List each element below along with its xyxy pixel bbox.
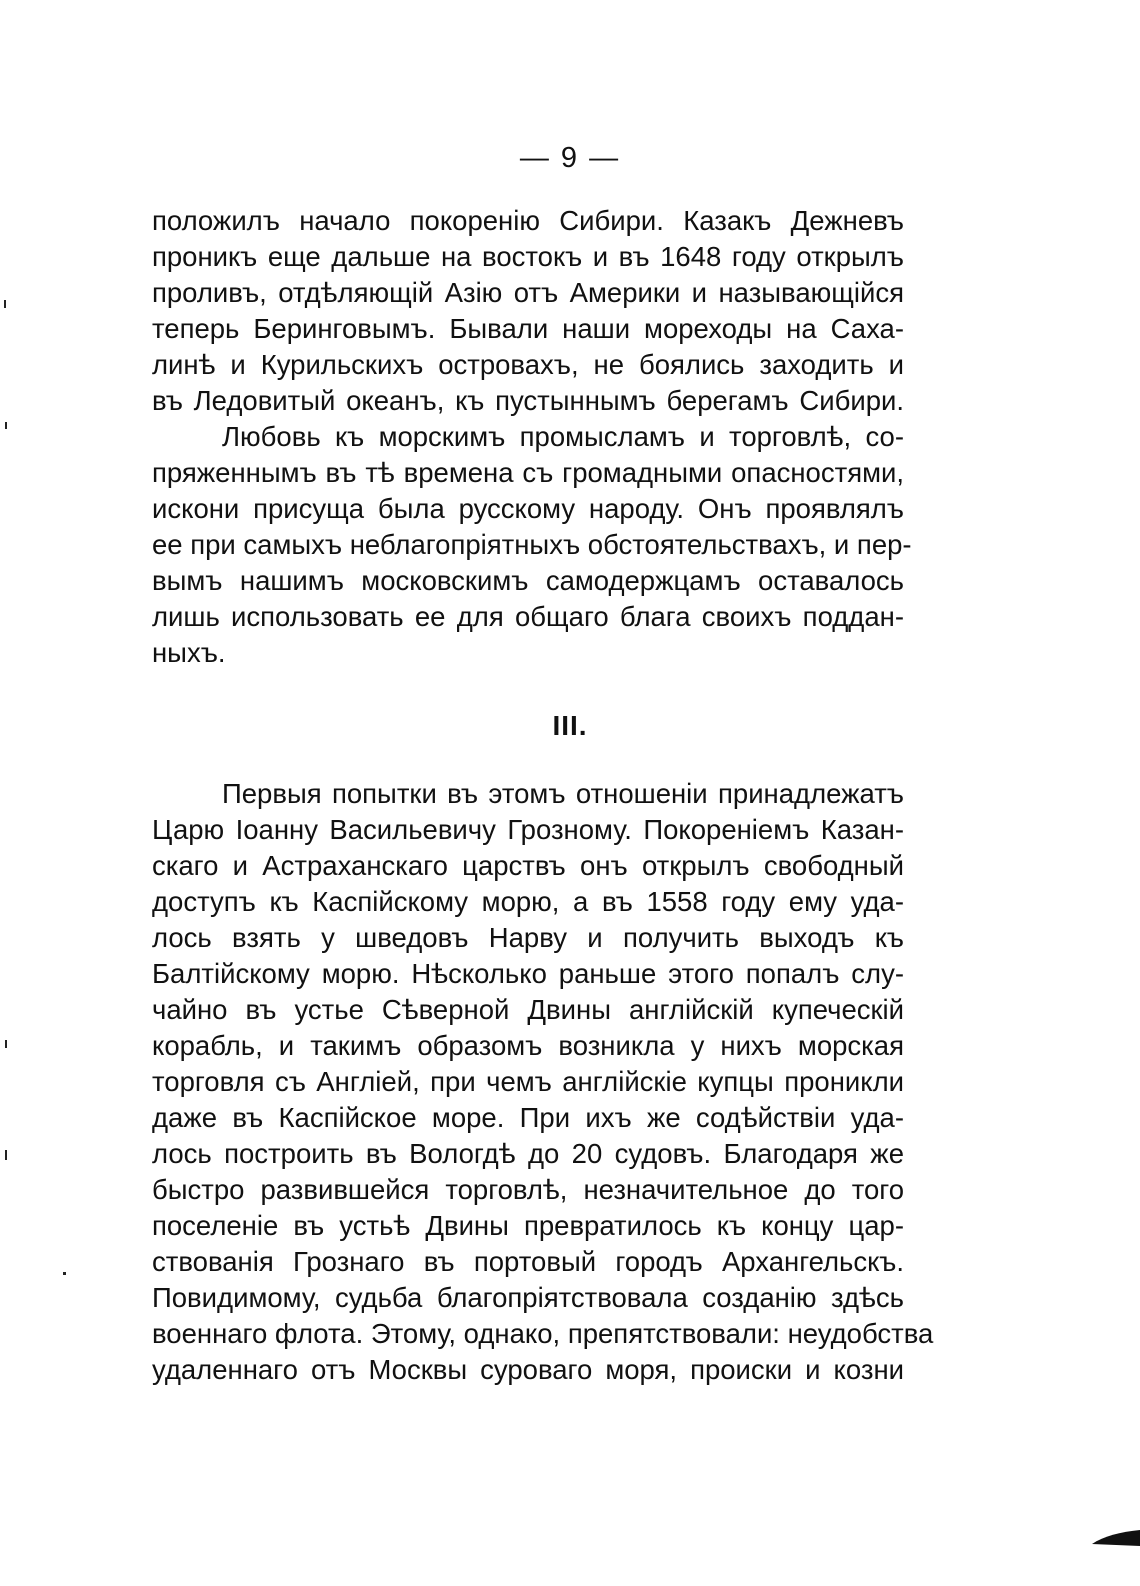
text-line: ныхъ. — [152, 637, 226, 668]
text-line: Любовь къ морскимъ промысламъ и торговлѣ, со- — [222, 421, 904, 452]
text-line: проникъ еще дальше на востокъ и въ 1648 году открылъ — [152, 241, 904, 272]
text-line: пряженнымъ въ тѣ времена съ громадными опасностями, — [152, 457, 904, 488]
text-line: лось построить въ Вологдѣ до 20 судовъ. Благодаря же — [152, 1138, 904, 1169]
text-line: даже въ Каспійское море. При ихъ же содѣйствіи уда- — [152, 1102, 904, 1133]
text-line: корабль, и такимъ образомъ возникла у нихъ морская — [152, 1030, 904, 1061]
text-line: поселеніе въ устьѣ Двины превратилось къ концу цар- — [152, 1210, 904, 1241]
text-line: военнаго флота. Этому, однако, препятствовали: неудобства — [152, 1318, 934, 1349]
text-line: проливъ, отдѣляющій Азію отъ Америки и называющійся — [152, 277, 904, 308]
scan-speck — [5, 1150, 7, 1160]
text-line: ее при самыхъ неблагопріятныхъ обстоятельствахъ, и пер- — [152, 529, 912, 560]
text-line: въ Ледовитый океанъ, къ пустыннымъ берегамъ Сибири. — [152, 385, 904, 416]
scan-corner-mark — [1090, 1528, 1140, 1546]
scan-speck — [5, 422, 7, 429]
text-block-bottom — [152, 776, 934, 1388]
text-line: Первыя попытки въ этомъ отношеніи принадлежатъ — [222, 778, 904, 809]
scan-speck — [5, 1040, 7, 1048]
text-line: Повидимому, судьба благопріятствовала созданію здѣсь — [152, 1282, 904, 1313]
text-line: положилъ начало покоренію Сибири. Казакъ Дежневъ — [152, 205, 904, 236]
text-line: вымъ нашимъ московскимъ самодержцамъ оставалось — [152, 565, 904, 596]
text-line: Царю Іоанну Васильевичу Грозному. Покореніемъ Казан- — [152, 814, 904, 845]
text-line: скаго и Астраханскаго царствъ онъ открылъ свободный — [152, 850, 904, 881]
page-number: — 9 — — [519, 142, 621, 174]
scan-speck — [4, 300, 6, 308]
section-heading: III. — [552, 710, 588, 741]
text-line: удаленнаго отъ Москвы суроваго моря, происки и козни — [152, 1354, 904, 1385]
text-line: ствованія Грознаго въ портовый городъ Архангельскъ. — [152, 1246, 904, 1277]
text-line: лишь использовать ее для общаго блага своихъ поддан- — [152, 601, 904, 632]
text-line: искони присуща была русскому народу. Онъ проявлялъ — [152, 493, 904, 524]
text-block-top — [152, 203, 912, 671]
text-line: линѣ и Курильскихъ островахъ, не боялись заходить и — [152, 349, 904, 380]
text-line: доступъ къ Каспійскому морю, а въ 1558 году ему уда- — [152, 886, 904, 917]
text-line: Балтійскому морю. Нѣсколько раньше этого попалъ слу- — [152, 958, 904, 989]
text-line: теперь Беринговымъ. Бывали наши мореходы на Саха- — [152, 313, 904, 344]
text-line: чайно въ устье Сѣверной Двины англійскій купеческій — [152, 994, 904, 1025]
text-line: лось взять у шведовъ Нарву и получить выходъ къ — [152, 922, 904, 953]
text-line: быстро развившейся торговлѣ, незначительное до того — [152, 1174, 904, 1205]
scan-speck — [63, 1272, 66, 1275]
text-line: торговля съ Англіей, при чемъ англійскіе купцы проникли — [152, 1066, 904, 1097]
